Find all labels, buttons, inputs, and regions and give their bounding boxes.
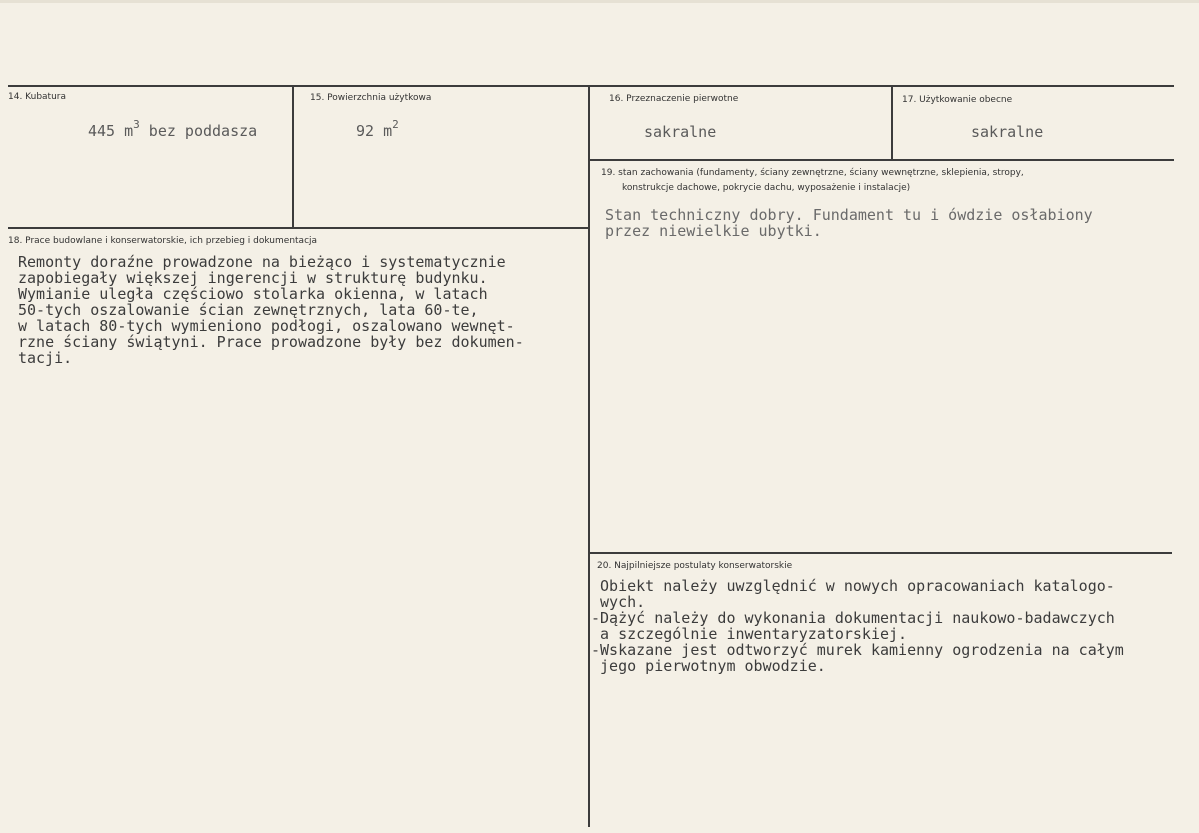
field-15-value-main: 92 m	[356, 122, 393, 140]
field-17-label: 17. Użytkowanie obecne	[902, 95, 1013, 105]
field-15-label: 15. Powierzchnia użytkowa	[310, 93, 432, 103]
field-14-value	[88, 118, 257, 140]
field-19-text	[605, 207, 1093, 239]
typed-line: -Dążyć należy do wykonania dokumentacji naukowo-badawczych	[591, 609, 1115, 627]
field-17-value: sakralne	[971, 123, 1044, 141]
field-19-label: 19. stan zachowania (fundamenty, ściany zewnętrzne, ściany wewnętrzne, sklepienia, stropy,	[601, 168, 1024, 178]
field-14-value-main: 445 m	[88, 122, 134, 140]
divider-16-17	[891, 87, 893, 159]
typed-line: -Wskazane jest odtworzyć murek kamienny ogrodzenia na całym	[591, 641, 1124, 659]
typed-line: Remonty doraźne prowadzone na bieżąco i systematycznie	[18, 253, 506, 271]
typed-line: rzne ściany świątyni. Prace prowadzone były bez dokumen-	[18, 333, 524, 351]
typed-line: Obiekt należy uwzględnić w nowych opracowaniach katalogo-	[591, 577, 1115, 595]
divider-14-15	[292, 87, 294, 227]
typed-line: jego pierwotnym obwodzie.	[591, 657, 826, 675]
field-14-label: 14. Kubatura	[8, 92, 67, 102]
field-19-label-continued: konstrukcje dachowe, pokrycie dachu, wyposażenie i instalacje)	[622, 183, 911, 193]
typed-line: Stan techniczny dobry. Fundament tu i ówdzie osłabiony	[605, 206, 1093, 224]
field-16-label: 16. Przeznaczenie pierwotne	[609, 94, 739, 104]
field-20-label: 20. Najpilniejsze postulaty konserwatorskie	[597, 561, 793, 571]
top-border-line	[8, 85, 1174, 87]
typed-line: w latach 80-tych wymieniono podłogi, oszalowano wewnęt-	[18, 317, 515, 335]
typed-line: zapobiegały większej ingerencji w strukturę budynku.	[18, 269, 488, 287]
field-15-value-exponent: 2	[392, 118, 399, 131]
section-18-top-line	[8, 227, 588, 229]
typed-line: tacji.	[18, 349, 73, 367]
field-15-value	[356, 118, 399, 140]
field-18-label: 18. Prace budowlane i konserwatorskie, ich przebieg i dokumentacja	[8, 236, 318, 246]
section-19-top-line	[590, 159, 1174, 161]
typed-line: przez niewielkie ubytki.	[605, 222, 822, 240]
sheet-edge	[0, 0, 1199, 3]
field-14-value-rest: bez poddasza	[139, 122, 258, 140]
typed-line: Wymianie uległa częściowo stolarka okienna, w latach	[18, 285, 488, 303]
field-14-value-exponent: 3	[133, 118, 140, 131]
divider-left-right	[588, 87, 590, 827]
typed-line: wych.	[591, 593, 646, 611]
field-16-value: sakralne	[644, 123, 717, 141]
typed-line: a szczególnie inwentaryzatorskiej.	[591, 625, 908, 643]
field-18-text	[18, 254, 524, 366]
field-20-text	[591, 578, 1124, 674]
typed-line: 50-tych oszalowanie ścian zewnętrznych, lata 60-te,	[18, 301, 479, 319]
section-20-top-line	[590, 552, 1172, 554]
